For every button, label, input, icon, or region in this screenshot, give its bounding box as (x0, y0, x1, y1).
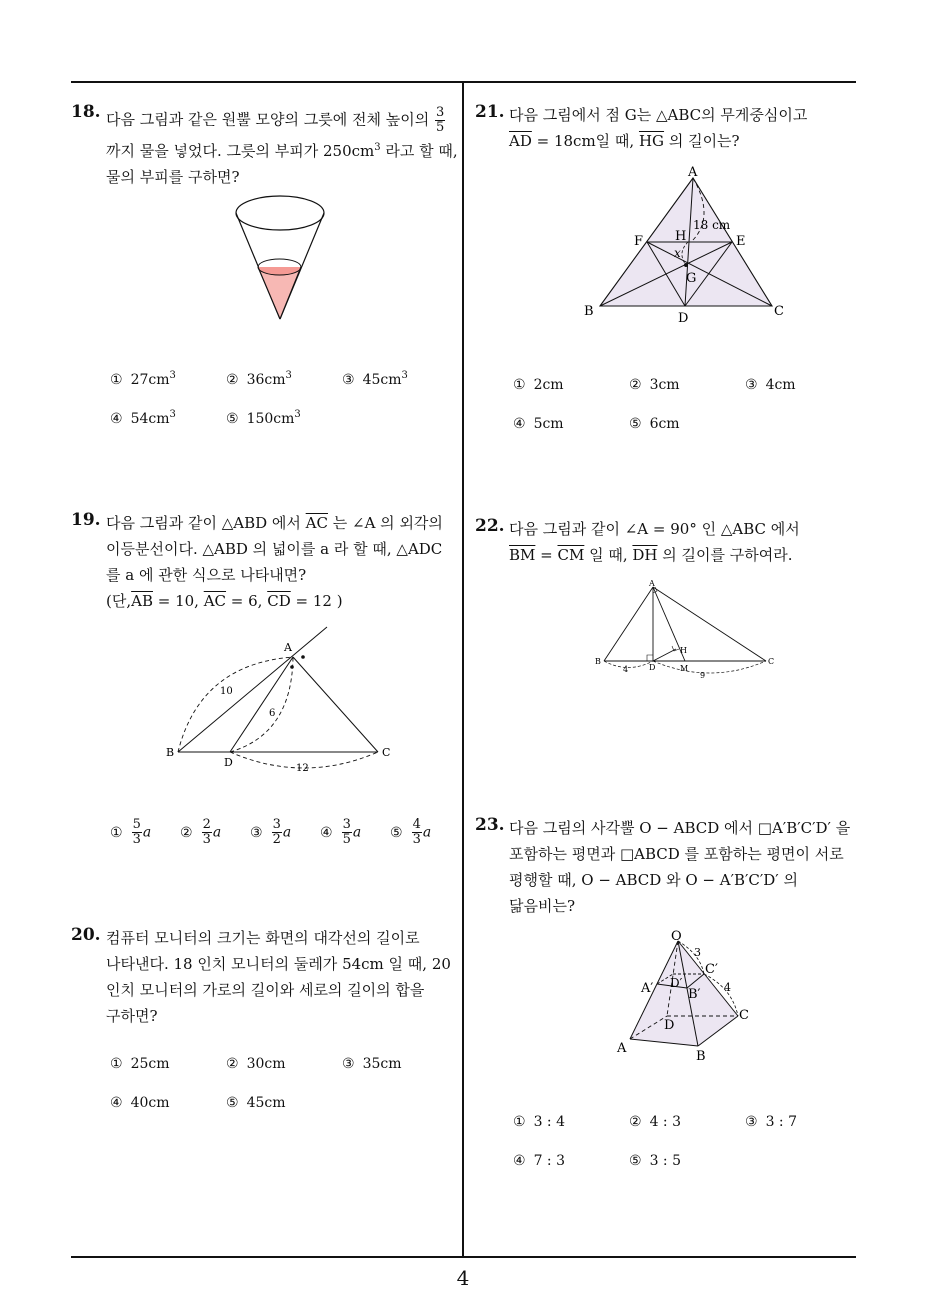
q20-choice-1[interactable]: ① 25cm (110, 1056, 170, 1072)
q20-text (106, 925, 451, 1029)
q18-fraction: $\frac{3}{5}$ (435, 105, 445, 135)
column-divider (462, 83, 464, 1257)
q23-label-a: A (617, 1041, 627, 1056)
q18-line1: 다음 그림과 같은 원뿔 모양의 그릇에 전체 높이의 (106, 110, 430, 129)
q21-number: 21. (475, 102, 505, 122)
q18-choice-5[interactable]: ⑤ $150cm^3$ (226, 409, 301, 427)
q20-number: 20. (71, 925, 101, 945)
q19-line3: 를 a 에 관한 식으로 나타내면? (106, 566, 307, 584)
q19-line4b: = 10, (152, 592, 204, 610)
q22-text (509, 516, 800, 568)
q19-line1b: 는 ∠A 의 외각의 (327, 514, 443, 532)
q21-choice-2[interactable]: ② 3cm (629, 377, 680, 393)
q20-choice-2[interactable]: ② 30cm (226, 1056, 286, 1072)
q19-line4c: = 6, (226, 592, 268, 610)
q19-line4a: (단, (106, 592, 132, 610)
q22-number: 22. (475, 516, 505, 536)
q21-choice-5[interactable]: ⑤ 6cm (629, 416, 680, 432)
q22-cm-segment: $\overline{CM}$ (557, 546, 585, 564)
q19-choice-3[interactable]: ③ $\frac{3}{2}$ a (250, 817, 292, 847)
q21-choice-3[interactable]: ③ 4cm (745, 377, 796, 393)
q18-line2b: 라고 할 때, (380, 142, 458, 160)
q23-line4: 닮음비는? (509, 897, 576, 915)
q23-len-bot: 4 (724, 981, 731, 994)
q19-choice-5[interactable]: ⑤ $\frac{4}{3}$ a (390, 817, 432, 847)
q18-choice-3[interactable]: ③ $45cm^3$ (342, 370, 408, 388)
q19-len-ad: 6 (269, 708, 276, 719)
q23-choice-4[interactable]: ④ 7 : 3 (513, 1153, 565, 1169)
q19-choice-1[interactable]: ① $\frac{5}{3}$ a (110, 817, 152, 847)
q22-equals: = (535, 546, 558, 564)
q21-hg-segment: $\overline{HG}$ (638, 132, 665, 150)
q19-line1a: 다음 그림과 같이 △ABD 에서 (106, 514, 306, 532)
q19-label-a: A (284, 641, 292, 654)
q19-choice-4[interactable]: ④ $\frac{3}{5}$ a (320, 817, 362, 847)
q22-label-c: C (768, 657, 775, 666)
q23-text (509, 815, 850, 919)
q22-len-dc: 9 (700, 671, 706, 680)
q19-label-b: B (166, 746, 175, 759)
q20-line2: 나타낸다. 18 인치 모니터의 둘레가 54cm 일 때, 20 (106, 955, 451, 973)
q23-line2: 포함하는 평면과 □ABCD 를 포함하는 평면이 서로 (509, 845, 844, 863)
q19-label-c: C (382, 746, 391, 759)
q21-ad-segment: $\overline{AD}$ (509, 132, 532, 150)
q21-label-x: x (674, 246, 681, 260)
q22-label-d: D (649, 663, 656, 672)
q23-line1: 다음 그림의 사각뿔 O − ABCD 에서 □A′B′C′D′ 을 (509, 819, 851, 837)
q22-right-triangle-figure (592, 577, 782, 687)
q20-choice-3[interactable]: ③ 35cm (342, 1056, 402, 1072)
q20-choice-5[interactable]: ⑤ 45cm (226, 1095, 286, 1111)
q23-label-a1: A′ (641, 981, 654, 996)
q23-label-d1: D′ (670, 976, 683, 990)
q19-ab-segment: $\overline{AB}$ (131, 592, 153, 610)
q21-label-h: H (675, 229, 687, 244)
q23-label-b1: B′ (688, 987, 701, 1002)
q23-number: 23. (475, 815, 505, 835)
q18-cone-figure (228, 193, 338, 323)
q23-label-b: B (696, 1049, 706, 1064)
q21-centroid-figure (582, 163, 802, 323)
q20-line4: 구하면? (106, 1007, 158, 1025)
q21-text (509, 102, 807, 154)
q18-number: 18. (71, 102, 101, 122)
q23-choice-1[interactable]: ① 3 : 4 (513, 1114, 565, 1130)
q19-line4d: = 12 ) (290, 592, 343, 610)
q21-line2b: 의 길이는? (664, 132, 740, 150)
q22-line1: 다음 그림과 같이 ∠A = 90° 인 △ABC 에서 (509, 520, 800, 538)
q18-line2-sup: 3 (374, 142, 381, 153)
q19-line2: 이등분선이다. △ABD 의 넓이를 a 라 할 때, △ADC (106, 540, 443, 558)
q21-len-ad: 18 cm (693, 218, 731, 232)
q19-len-dc: 12 (296, 763, 309, 774)
q21-line1: 다음 그림에서 점 G는 △ABC의 무게중심이고 (509, 106, 808, 124)
q19-cd-segment: $\overline{CD}$ (267, 592, 291, 610)
q21-label-b: B (584, 304, 594, 319)
q19-text (106, 510, 443, 614)
q23-label-o: O (671, 929, 682, 944)
q23-choice-5[interactable]: ⑤ 3 : 5 (629, 1153, 681, 1169)
q22-bm-segment: $\overline{BM}$ (509, 546, 536, 564)
q19-len-ab: 10 (220, 686, 233, 697)
q19-label-d: D (224, 756, 233, 769)
q23-label-d: D (664, 1018, 675, 1033)
q22-line2b: 의 길이를 구하여라. (657, 546, 793, 564)
q18-choice-1[interactable]: ① $27cm^3$ (110, 370, 176, 388)
q22-len-bd: 4 (623, 665, 629, 674)
q21-choice-1[interactable]: ① 2cm (513, 377, 564, 393)
q19-triangle-figure (160, 624, 400, 774)
q21-line2a: = 18cm일 때, (531, 132, 639, 150)
q22-label-b: B (595, 657, 601, 666)
q20-line3: 인치 모니터의 가로의 길이와 세로의 길이의 합을 (106, 981, 425, 999)
q21-label-c: C (774, 304, 784, 319)
bottom-rule (71, 1256, 856, 1258)
q21-label-d: D (678, 311, 689, 323)
q18-text (106, 106, 458, 190)
q19-ac-segment-2: $\overline{AC}$ (203, 592, 227, 610)
q21-label-g: G (686, 271, 697, 286)
q18-line2a: 까지 물을 넣었다. 그릇의 부피가 250cm (106, 142, 375, 160)
q18-choice-2[interactable]: ② $36cm^3$ (226, 370, 292, 388)
q22-line2a: 일 때, (584, 546, 633, 564)
q19-ac-segment: $\overline{AC}$ (305, 514, 328, 532)
q23-len-top: 3 (694, 946, 701, 959)
q22-label-h: H (680, 646, 687, 655)
q22-label-a: A (649, 579, 655, 588)
q21-label-a: A (688, 165, 698, 180)
q21-label-f: F (634, 234, 644, 249)
q20-line1: 컴퓨터 모니터의 크기는 화면의 대각선의 길이로 (106, 929, 420, 947)
q18-choice-4[interactable]: ④ $54cm^3$ (110, 409, 176, 427)
q21-choice-4[interactable]: ④ 5cm (513, 416, 564, 432)
q19-choice-2[interactable]: ② $\frac{2}{3}$ a (180, 817, 222, 847)
q20-choice-4[interactable]: ④ 40cm (110, 1095, 170, 1111)
page-number: 4 (456, 1266, 470, 1290)
q21-label-e: E (736, 234, 746, 249)
q23-choice-2[interactable]: ② 4 : 3 (629, 1114, 681, 1130)
q22-label-m: M (680, 664, 689, 673)
q23-pyramid-figure (612, 926, 762, 1066)
q23-line3: 평행할 때, O − ABCD 와 O − A′B′C′D′ 의 (509, 871, 798, 889)
q18-line3: 물의 부피를 구하면? (106, 168, 240, 186)
q22-dh-segment: $\overline{DH}$ (632, 546, 658, 564)
q23-label-c1: C′ (705, 962, 718, 977)
q23-choice-3[interactable]: ③ 3 : 7 (745, 1114, 797, 1130)
q23-label-c: C (739, 1008, 749, 1023)
q19-number: 19. (71, 510, 101, 530)
